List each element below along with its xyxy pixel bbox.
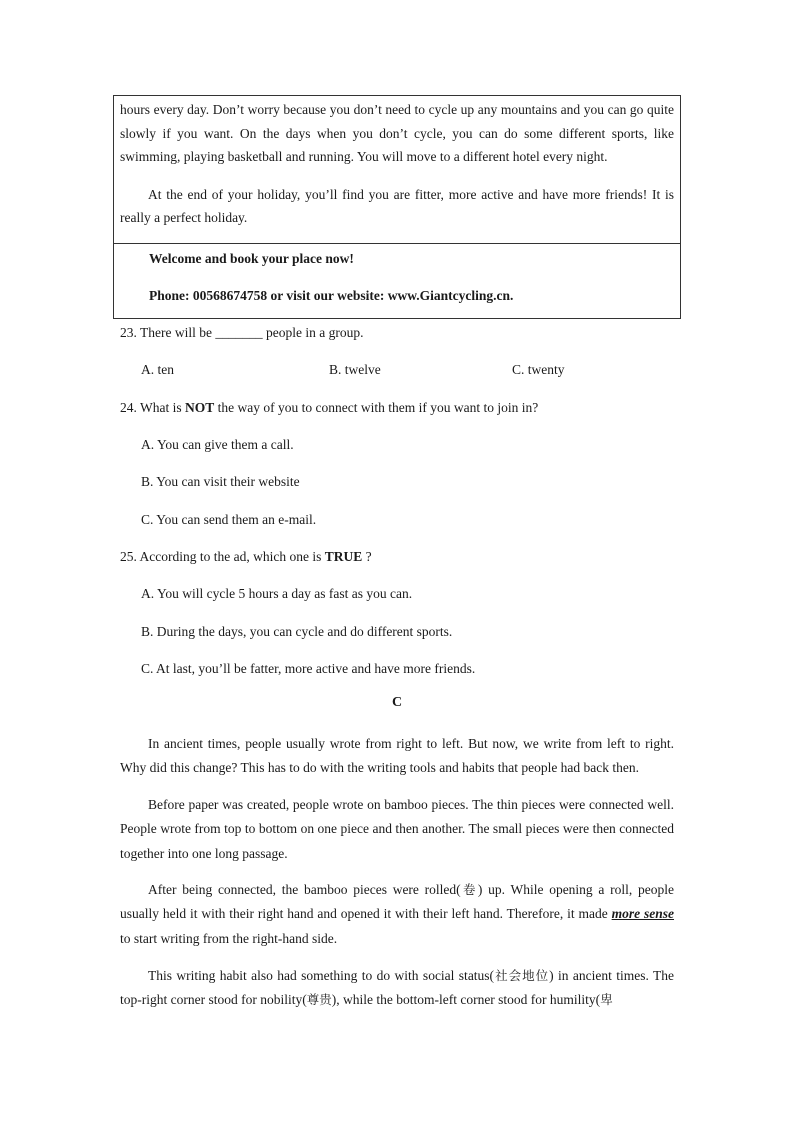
ad-contact: Phone: 00568674758 or visit our website: www.Giantcycling.cn. xyxy=(149,288,514,303)
p4-cjk-status: 社会地位 xyxy=(494,968,550,983)
q25-option-c: C. At last, you’ll be fatter, more active and have more friends. xyxy=(141,661,476,676)
section-c-paragraph-3 xyxy=(120,878,674,951)
question-25 xyxy=(120,547,680,567)
question-23 xyxy=(120,323,680,343)
q23-prefix: 23. There will be xyxy=(120,325,216,340)
ad-footer xyxy=(149,247,513,321)
q24-emphasis: NOT xyxy=(185,400,215,415)
section-c-heading: C xyxy=(391,695,403,710)
ad-paragraph-1: hours every day. Don’t worry because you don’t need to cycle up any mountains and you can go quite slowly if you want. On the days when you don’t cycle, you can do some different sports, like swimming, playing basketball and running. You will move to a different hotel every night. xyxy=(120,102,674,164)
p4-text-c: ), while the bottom-left corner stood for humility( xyxy=(331,992,601,1008)
p3-emphasis: more sense xyxy=(611,906,675,922)
q24-option-a: A. You can give them a call. xyxy=(141,437,294,452)
q23-option-b: B. twelve xyxy=(329,362,381,377)
p4-cjk-humility: 卑 xyxy=(600,992,613,1008)
section-c-paragraph-2: Before paper was created, people wrote on bamboo pieces. The thin pieces were connected well. People wrote from top to bottom on one piece and then another. The small pieces were then connected together into one long passage. xyxy=(120,797,674,861)
q24-prefix: 24. What is xyxy=(120,400,185,415)
q23-option-c: C. twenty xyxy=(512,362,565,377)
q24-option-c: C. You can send them an e-mail. xyxy=(141,512,317,527)
p4-text-b: ) in ancient times. The top-right corner stood for nobility( xyxy=(120,968,674,1008)
p3-text-a: After being connected, the bamboo pieces were rolled( xyxy=(148,882,461,897)
q25-option-a: A. You will cycle 5 hours a day as fast as you can. xyxy=(141,586,413,601)
q25-emphasis: TRUE xyxy=(324,549,363,564)
p4-text-a: This writing habit also had something to do with social status( xyxy=(148,968,495,983)
q25-option-b: B. During the days, you can cycle and do different sports. xyxy=(141,624,453,639)
p3-text-c: to start writing from the right-hand side. xyxy=(120,930,338,946)
ad-paragraph-2: At the end of your holiday, you’ll find you are fitter, more active and have more friends! It is really a perfect holiday. xyxy=(120,186,674,225)
q23-suffix: people in a group. xyxy=(262,325,364,340)
p3-cjk-roll: 卷 xyxy=(460,882,478,897)
q23-blank: _______ xyxy=(215,325,263,340)
q25-suffix: ? xyxy=(362,549,372,564)
q24-suffix: the way of you to connect with them if you want to join in? xyxy=(214,400,539,415)
q24-option-b: B. You can visit their website xyxy=(141,474,300,489)
ad-divider xyxy=(114,243,680,244)
p4-cjk-nobility: 尊贵 xyxy=(306,992,332,1008)
ad-welcome: Welcome and book your place now! xyxy=(149,251,354,266)
q25-prefix: 25. According to the ad, which one is xyxy=(120,549,325,564)
advertisement-box xyxy=(113,95,681,319)
p3-text-b: ) up. While opening a roll, people usually held it with their right hand and opened it with their left hand. Therefore, it made xyxy=(120,882,674,922)
section-c-paragraph-1: In ancient times, people usually wrote from right to left. But now, we write from left to right. Why did this change? This has to do with the writing tools and habits that people had back then. xyxy=(120,736,674,776)
q23-option-a: A. ten xyxy=(141,362,174,377)
section-c-paragraph-4 xyxy=(120,964,674,1013)
question-24 xyxy=(120,398,680,418)
ad-body xyxy=(120,98,674,244)
